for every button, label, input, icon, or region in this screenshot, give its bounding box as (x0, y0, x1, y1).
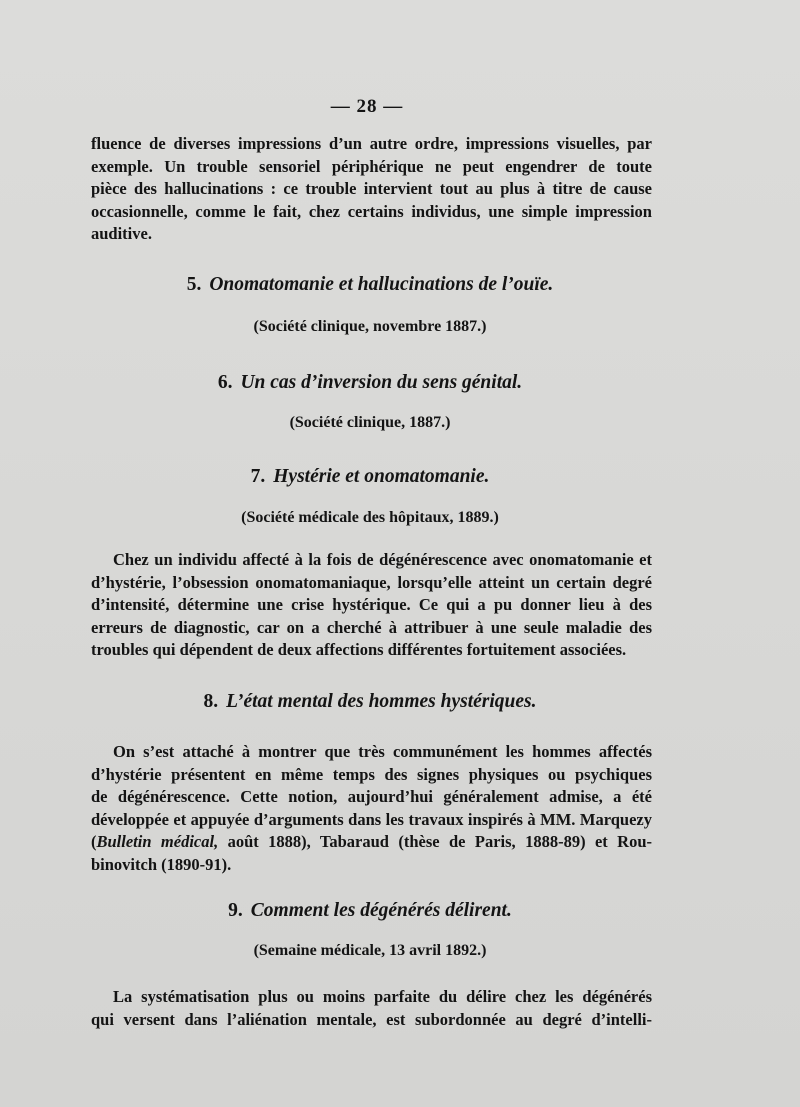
text-line: pièce des hallucinations : ce trouble intervient tout au plus à titre de cause (91, 179, 652, 198)
section-title: Comment les dégénérés délirent. (250, 900, 512, 921)
text-line: de dégénérescence. Cette notion, aujourd’hui généralement admise, a été (91, 787, 652, 806)
text-line: binovitch (1890-91). (91, 854, 232, 874)
text-line: auditive. (91, 224, 152, 243)
section-number: 7. (250, 466, 266, 487)
journal-title: Bulletin médical, (96, 832, 219, 851)
text-line: qui versent dans l’aliénation mentale, est subordonnée au degré d’intelli- (91, 1009, 652, 1029)
section-number: 8. (203, 691, 219, 712)
section-number: 9. (228, 900, 243, 921)
section-heading-5 (0, 274, 740, 296)
text-line: d’hystérie, l’obsession onomatomaniaque, lorsqu’elle atteint un certain degré (91, 572, 652, 592)
section-source-6: (Société clinique, 1887.) (289, 414, 451, 431)
section-source-5: (Société clinique, novembre 1887.) (253, 318, 487, 335)
section-heading-7 (0, 466, 740, 488)
section-number: 6. (217, 372, 233, 393)
text-line: d’hystérie présentent en même temps des signes physiques ou psychiques (91, 764, 652, 784)
section-heading-6 (0, 372, 740, 394)
section-title: L’état mental des hommes hystériques. (226, 691, 537, 712)
page-number: — 28 — (330, 96, 404, 117)
text-line: Chez un individu affecté à la fois de dégénérescence avec onomatomanie et (113, 550, 652, 569)
section-title: Un cas d’inversion du sens génital. (240, 372, 523, 393)
section-source-9: (Semaine médicale, 13 avril 1892.) (253, 942, 487, 959)
text-line: erreurs de diagnostic, car on a cherché à attribuer à une seule maladie des (91, 617, 652, 637)
intro-paragraph (91, 133, 652, 246)
text-line: exemple. Un trouble sensoriel périphérique ne peut engendrer de toute (91, 156, 652, 176)
text-line: troubles qui dépendent de deux affections différentes fortuitement associées. (91, 640, 627, 659)
section-7-paragraph (91, 549, 652, 662)
text-line: fluence de diverses impressions d’un autre ordre, impressions visuelles, par (91, 134, 652, 153)
text-line: développée et appuyée d’arguments dans les travaux inspirés à MM. Marquezy (91, 809, 652, 829)
text-line: On s’est attaché à montrer que très communément les hommes affectés (113, 742, 652, 761)
section-9-paragraph (91, 986, 652, 1031)
section-source-7: (Société médicale des hôpitaux, 1889.) (241, 509, 499, 526)
text-line: occasionnelle, comme le fait, chez certains individus, une simple impression (91, 201, 652, 221)
open-paren: ( (91, 832, 97, 851)
section-title: Onomatomanie et hallucinations de l’ouïe. (209, 274, 554, 295)
section-heading-8 (0, 691, 740, 713)
section-heading-9 (0, 900, 740, 922)
section-title: Hystérie et onomatomanie. (273, 466, 490, 487)
section-8-paragraph (91, 741, 652, 876)
text-line: La systématisation plus ou moins parfaite du délire chez les dégénérés (113, 987, 652, 1006)
text-line (91, 831, 652, 854)
text-line: d’intensité, détermine une crise hystérique. Ce qui a pu donner lieu à des (91, 595, 652, 614)
text-fragment: août 1888), Tabaraud (thèse de Paris, 1888-89) et Rou- (218, 832, 653, 851)
section-number: 5. (186, 274, 202, 295)
